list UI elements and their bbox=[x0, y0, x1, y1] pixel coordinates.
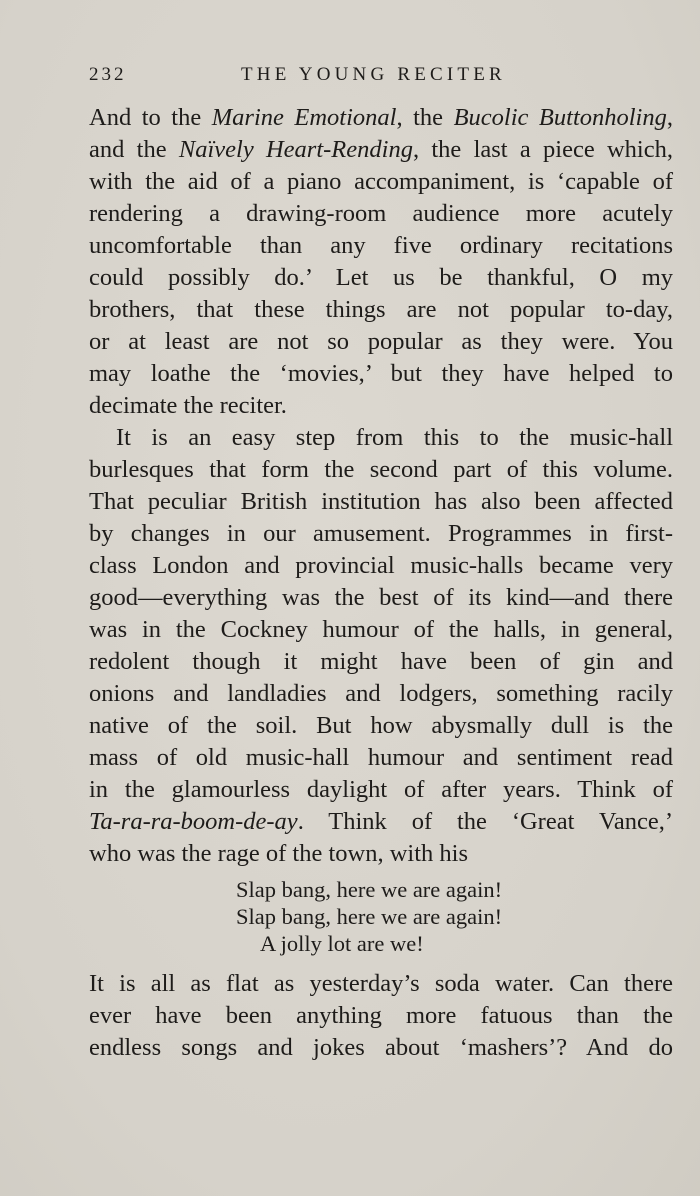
text-line: endless songs and jokes about ‘mashers’? And do bbox=[89, 1034, 673, 1061]
paragraph-2 bbox=[89, 422, 673, 870]
italic-title: Ta-ra-ra-boom-de-ay bbox=[89, 808, 298, 835]
running-head bbox=[89, 64, 673, 88]
paragraph-3 bbox=[89, 968, 673, 1064]
text-line: and the Naïvely Heart-Rending, the last a piece which, bbox=[89, 136, 673, 163]
verse-line: Slap bang, here we are again! bbox=[236, 904, 503, 929]
text-line: mass of old music-hall humour and sentiment read bbox=[89, 744, 673, 771]
text-line: class London and provincial music-halls became very bbox=[89, 552, 673, 579]
text-line: It is all as flat as yesterday’s soda water. Can there bbox=[89, 970, 673, 997]
text-line: It is an easy step from this to the music-hall bbox=[116, 424, 673, 451]
running-title: THE YOUNG RECITER bbox=[241, 64, 506, 85]
verse-quote bbox=[236, 876, 502, 957]
text-line: in the glamourless daylight of after years. Think of bbox=[89, 776, 673, 803]
verse-line: Slap bang, here we are again! bbox=[236, 877, 503, 902]
italic-title: Naïvely Heart-Rending bbox=[178, 136, 413, 163]
text-line: Ta-ra-ra-boom-de-ay. Think of the ‘Great Vance,’ bbox=[89, 808, 673, 835]
text-line: good—everything was the best of its kind—and there bbox=[89, 584, 673, 611]
paragraph-1 bbox=[89, 102, 673, 422]
text-line: or at least are not so popular as they were. You bbox=[89, 328, 673, 355]
text-line: redolent though it might have been of gin and bbox=[89, 648, 673, 675]
text-line: That peculiar British institution has also been affected bbox=[89, 488, 673, 515]
italic-title: Marine Emotional bbox=[211, 104, 397, 131]
text-line: with the aid of a piano accompaniment, is ‘capable of bbox=[89, 168, 673, 195]
text-line: may loathe the ‘movies,’ but they have helped to bbox=[89, 360, 673, 387]
italic-title: Bucolic Buttonholing bbox=[453, 104, 667, 131]
text-line: uncomfortable than any five ordinary recitations bbox=[89, 232, 673, 259]
text-line: And to the Marine Emotional, the Bucolic Buttonholing, bbox=[89, 104, 673, 131]
text-line: by changes in our amusement. Programmes in first- bbox=[89, 520, 673, 547]
text-line: onions and landladies and lodgers, something racily bbox=[89, 680, 673, 707]
verse-line: A jolly lot are we! bbox=[260, 931, 424, 956]
text-line: could possibly do.’ Let us be thankful, O my bbox=[89, 264, 673, 291]
text-line: ever have been anything more fatuous than the bbox=[89, 1002, 673, 1029]
text-line: was in the Cockney humour of the halls, in general, bbox=[89, 616, 673, 643]
text-line: burlesques that form the second part of this volume. bbox=[89, 456, 673, 483]
text-line: who was the rage of the town, with his bbox=[89, 840, 468, 867]
text-line: decimate the reciter. bbox=[89, 392, 287, 419]
text-line: brothers, that these things are not popular to-day, bbox=[89, 296, 673, 323]
page-number: 232 bbox=[89, 64, 127, 85]
text-line: native of the soil. But how abysmally dull is the bbox=[89, 712, 673, 739]
text-line: rendering a drawing-room audience more acutely bbox=[89, 200, 673, 227]
